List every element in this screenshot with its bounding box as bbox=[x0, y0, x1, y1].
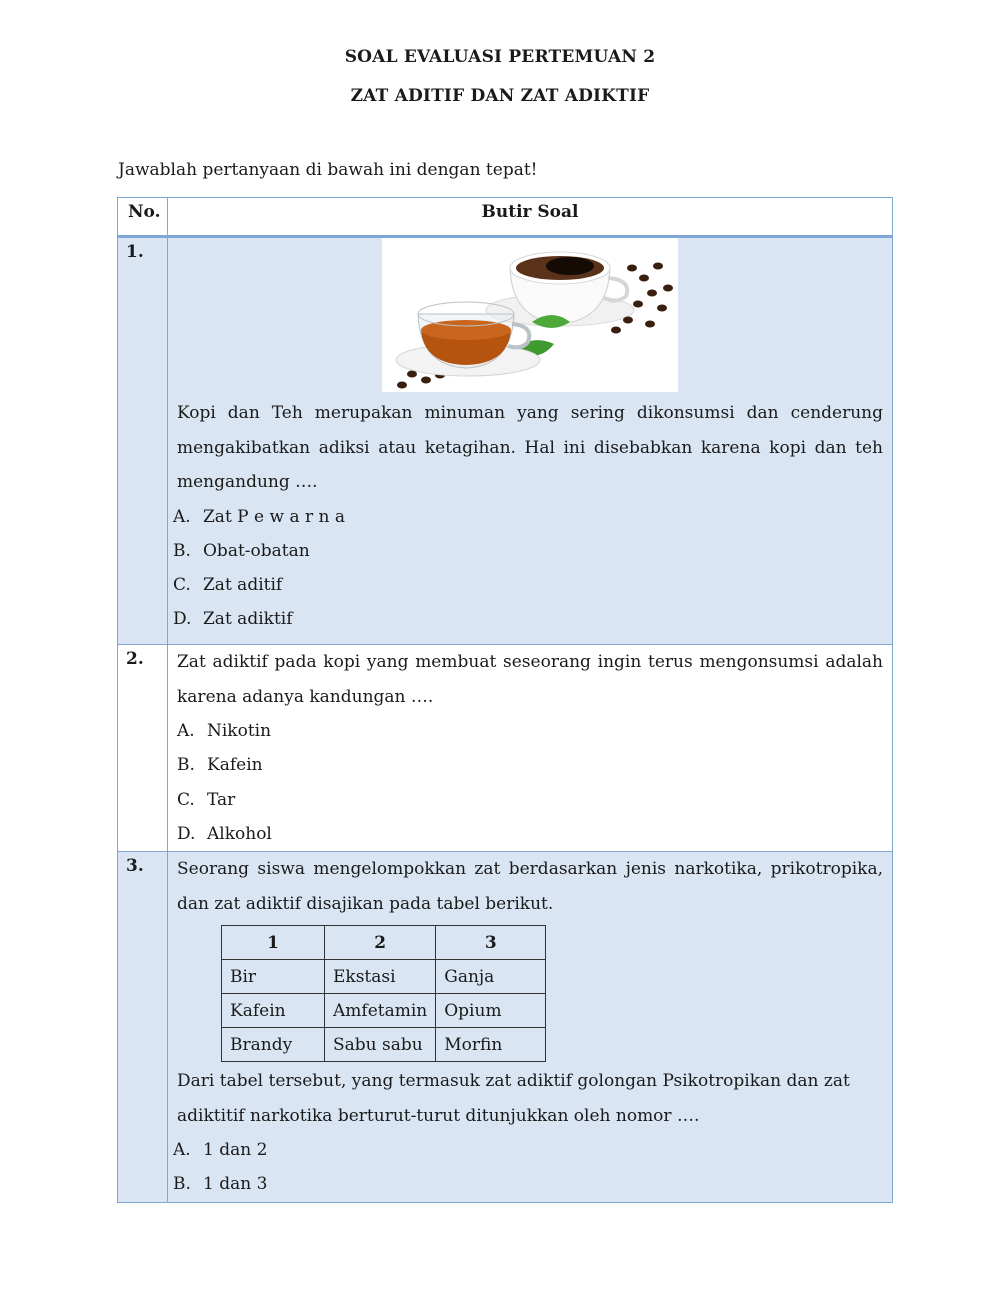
page-subtitle: ZAT ADITIF DAN ZAT ADIKTIF bbox=[350, 86, 650, 106]
answer-option[interactable]: D. Alkohol bbox=[177, 823, 272, 844]
table-cell: Amfetamin bbox=[325, 994, 436, 1028]
answer-option[interactable]: A. Nikotin bbox=[177, 721, 272, 741]
question-content bbox=[168, 852, 893, 1203]
instruction-text: Jawablah pertanyaan di bawah ini dengan tepat! bbox=[118, 160, 538, 180]
substance-col-header: 1 bbox=[222, 926, 325, 960]
substance-table-header bbox=[222, 926, 546, 960]
table-cell: Brandy bbox=[222, 1028, 325, 1062]
substance-col-header: 2 bbox=[325, 926, 436, 960]
page-title: SOAL EVALUASI PERTEMUAN 2 bbox=[344, 47, 656, 67]
answer-option[interactable]: A. Zat P e w a r n a bbox=[173, 506, 346, 527]
table-header-row bbox=[118, 198, 893, 237]
question-row bbox=[118, 237, 893, 645]
table-cell: Sabu sabu bbox=[325, 1028, 436, 1062]
answer-option[interactable]: B. Kafein bbox=[177, 755, 263, 776]
question-text: Kopi dan Teh merupakan minuman yang sering dikonsumsi dan cenderung mengakibatkan adiksi atau ketagihan. Hal ini disebabkan karena kopi dan teh mengandung …. bbox=[177, 403, 883, 492]
question-text-after: Dari tabel tersebut, yang termasuk zat adiktif golongan Psikotropikan dan zat adiktitif narkotika berturut-turut ditunjukkan oleh nomor …. bbox=[177, 1071, 850, 1126]
column-header-no: No. bbox=[118, 198, 168, 237]
question-text: Zat adiktif pada kopi yang membuat seseorang ingin terus mengonsumsi adalah karena adanya kandungan …. bbox=[177, 652, 883, 707]
table-cell: Opium bbox=[436, 994, 546, 1028]
answer-option[interactable]: C. Zat aditif bbox=[173, 575, 283, 596]
answer-option[interactable]: D. Zat adiktif bbox=[173, 609, 293, 630]
table-row bbox=[222, 1028, 546, 1062]
answer-option[interactable]: A. 1 dan 2 bbox=[173, 1140, 268, 1161]
question-table bbox=[117, 197, 893, 1203]
question-row bbox=[118, 645, 893, 852]
table-cell: Ekstasi bbox=[325, 960, 436, 994]
table-cell: Bir bbox=[222, 960, 325, 994]
question-content bbox=[168, 237, 893, 645]
substance-table bbox=[221, 925, 546, 1062]
table-cell: Kafein bbox=[222, 994, 325, 1028]
coffee-tea-image bbox=[177, 238, 883, 396]
question-number: 1. bbox=[118, 237, 168, 645]
table-cell: Ganja bbox=[436, 960, 546, 994]
table-row bbox=[222, 960, 546, 994]
answer-option[interactable]: B. 1 dan 3 bbox=[173, 1174, 268, 1195]
question-content bbox=[168, 645, 893, 852]
column-header-question: Butir Soal bbox=[168, 198, 893, 237]
question-row bbox=[118, 852, 893, 1203]
coffee-tea-illustration bbox=[382, 238, 678, 392]
table-row bbox=[222, 994, 546, 1028]
question-number: 2. bbox=[118, 645, 168, 852]
question-text: Seorang siswa mengelompokkan zat berdasarkan jenis narkotika, prikotropika, dan zat adiktif disajikan pada tabel berikut. bbox=[177, 859, 883, 914]
question-number: 3. bbox=[118, 852, 168, 1203]
table-cell: Morfin bbox=[436, 1028, 546, 1062]
answer-option[interactable]: B. Obat-obatan bbox=[173, 540, 310, 561]
substance-col-header: 3 bbox=[436, 926, 546, 960]
answer-option[interactable]: C. Tar bbox=[177, 789, 236, 810]
